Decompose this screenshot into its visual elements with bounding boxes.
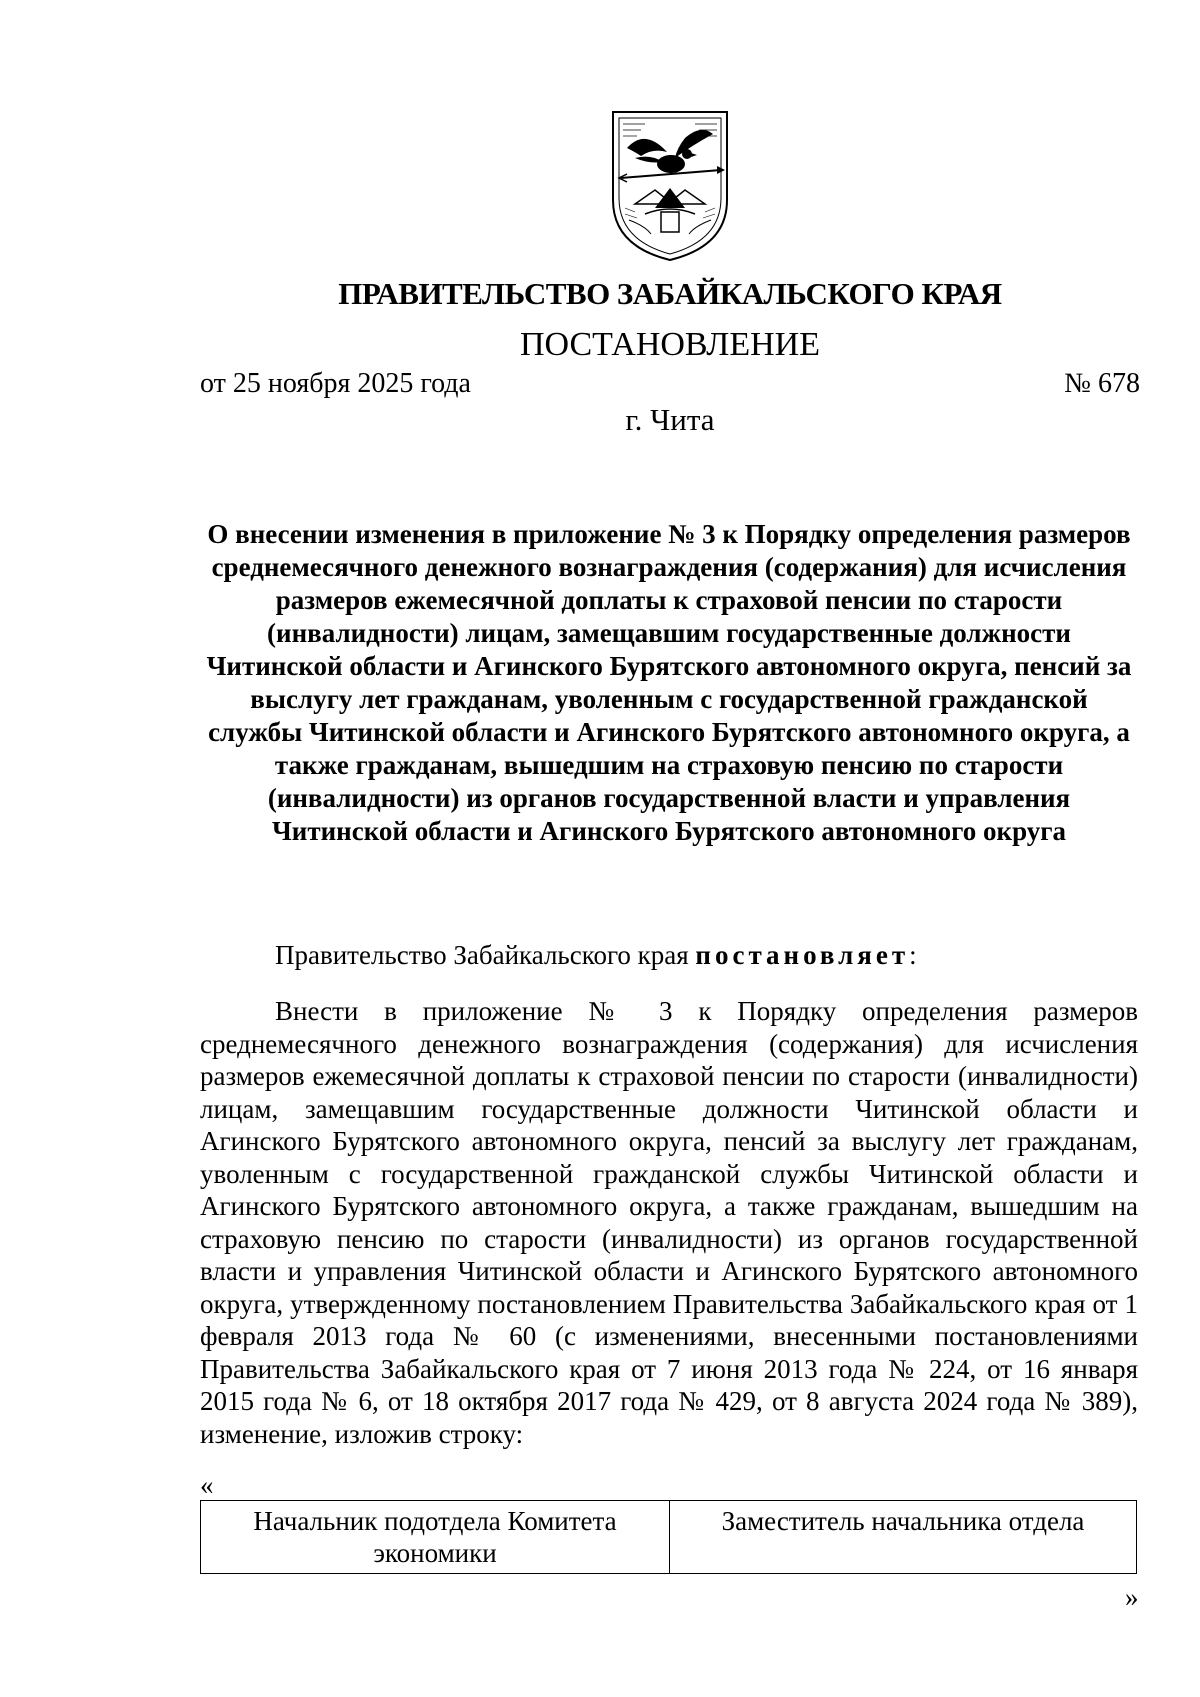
body-paragraph: Внести в приложение № 3 к Порядку определения размеров среднемесячного денежного вознаграждения (содержания) для исчисления размеров ежемесячной доплаты к страховой пенсии по старости (инвалидности) лицам, замещавшим государственные должности Читинской области и Агинского Бурятского автономного округа, пенсий за выслугу лет гражданам, уволенным с государственной гражданской службы Читинской области и Агинского Бурятского автономного округа, а также гражданам, вышедшим на страховую пенсию по старости (инвалидности) из органов государственной власти и управления Читинской области и Агинского Бурятского автономного округа, утвержденному постановлением Правительства Забайкальского края от 1 февраля 2013 года № 60 (с изменениями, внесенными постановлениями Правительства Забайкальского края от 7 июня 2013 года № 224, от 16 января 2015 года № 6, от 18 октября 2017 года № 429, от 8 августа 2024 года № 389), изменение, изложив строку: [200,996,1138,1449]
document-number: № 678 [1064,368,1140,399]
decree-keyword: постановляет [695,940,910,970]
replacement-table [200,1500,1137,1574]
table-row [201,1501,1137,1574]
document-title: О внесении изменения в приложение № 3 к Порядку определения размеров среднемесячного денежного вознаграждения (содержания) для исчисления размеров ежемесячной доплаты к страховой пенсии по старости (инвалидности) лицам, замещавшим государственные должности Читинской области и Агинского Бурятского автономного округа, пенсий за выслугу лет гражданам, уволенным с государственной гражданской службы Читинской области и Агинского Бурятского автономного округа, а также гражданам, вышедшим на страховую пенсию по старости (инвалидности) из органов государственной власти и управления Читинской области и Агинского Бурятского автономного округа [206,519,1132,846]
close-quote: » [1125,1582,1139,1612]
decree-line [275,940,917,971]
open-quote: « [200,1470,214,1500]
coat-of-arms-icon [605,108,735,264]
document-date: от 25 ноября 2025 года [200,368,471,399]
decree-suffix: : [909,940,917,970]
table-cell-position-new: Заместитель начальника отдела [670,1501,1137,1574]
table-cell-position-old: Начальник подотдела Комитета экономики [201,1501,670,1574]
decree-prefix: Правительство Забайкальского края [275,940,696,970]
document-type: ПОСТАНОВЛЕНИЕ [519,326,821,363]
document-city: г. Чита [625,402,715,437]
organization-name: ПРАВИТЕЛЬСТВО ЗАБАЙКАЛЬСКОГО КРАЯ [338,276,1002,311]
